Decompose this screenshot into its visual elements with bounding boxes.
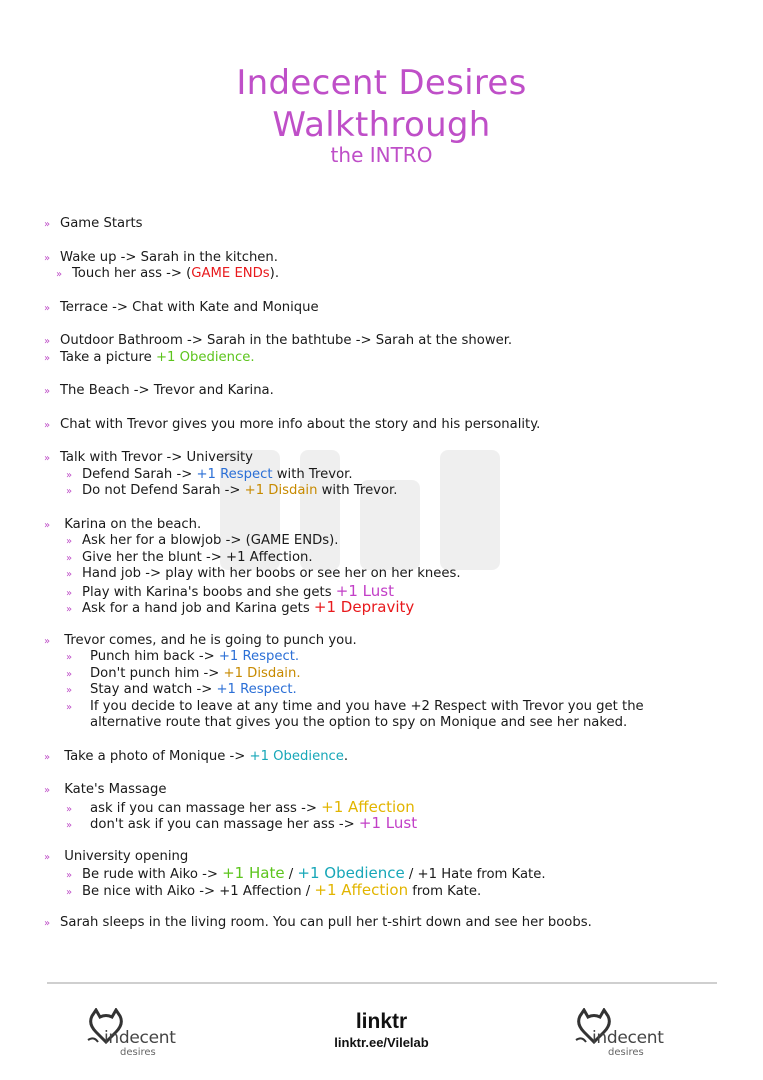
list-item: » Take a photo of Monique -> +1 Obedience. [44, 749, 734, 766]
list-item: » ask if you can massage her ass -> +1 Affection [44, 799, 734, 816]
list-item: » Punch him back -> +1 Respect. [44, 649, 734, 666]
bullet-icon: » [44, 336, 50, 347]
bullet-icon: » [56, 269, 62, 280]
list-item: » Sarah sleeps in the living room. You can pull her t-shirt down and see her boobs. [44, 915, 734, 932]
linktr-title: linktr [355, 1010, 408, 1033]
bullet-icon: » [44, 918, 50, 929]
list-item: » Defend Sarah -> +1 Respect with Trevor. [44, 467, 734, 484]
page-title-line2: Walkthrough [272, 105, 491, 145]
walkthrough-list [44, 216, 734, 949]
section-university-opening [44, 849, 734, 899]
depravity-label: +1 Depravity [313, 598, 415, 616]
bullet-icon: » [44, 453, 50, 464]
affection-label: +1 Affection [314, 880, 409, 899]
section-game-starts [44, 216, 734, 233]
bullet-icon: » [66, 587, 72, 599]
linktr-url-link[interactable]: linktr.ee/Vilelab [334, 1035, 429, 1050]
bullet-icon: » [66, 685, 72, 696]
bullet-icon: » [44, 386, 50, 397]
section-beach [44, 383, 734, 400]
indecent-desires-logo: indecent desires [574, 1004, 694, 1062]
obedience-label: +1 Obedience [297, 864, 405, 882]
respect-label: +1 Respect. [218, 649, 300, 664]
footer-divider [47, 982, 717, 984]
bullet-icon: » [44, 851, 50, 863]
page-header [0, 62, 763, 166]
list-item: » don't ask if you can massage her ass -> +1 Lust [44, 815, 734, 832]
affection-label: +1 Affection [321, 797, 415, 816]
bullet-icon: » [66, 536, 72, 547]
section-outdoor-bathroom [44, 333, 734, 366]
bullet-icon: » [44, 302, 50, 314]
bullet-icon: » [66, 668, 72, 680]
bullet-icon: » [66, 870, 72, 881]
section-talk-trevor [44, 450, 734, 500]
bullet-icon: » [44, 252, 50, 264]
list-item: » Take a picture +1 Obedience. [44, 350, 734, 367]
section-trevor-punch [44, 633, 734, 732]
bullet-icon: » [66, 569, 72, 580]
bullet-icon: » [66, 820, 72, 831]
section-karina-beach [44, 517, 734, 616]
list-item: » Play with Karina's boobs and she gets +1 Lust [44, 583, 734, 600]
list-item: » Wake up -> Sarah in the kitchen. [44, 250, 734, 267]
list-item: » Trevor comes, and he is going to punch you. [44, 633, 734, 650]
list-item: » Be nice with Aiko -> +1 Affection / +1 Affection from Kate. [44, 882, 734, 899]
list-item: » University opening [44, 849, 734, 866]
bullet-icon: » [66, 886, 72, 898]
list-item: » If you decide to leave at any time and you have +2 Respect with Trevor you get the [44, 699, 734, 716]
bullet-icon: » [66, 701, 72, 713]
lust-label: +1 Lust [335, 581, 394, 600]
bullet-icon: » [44, 785, 50, 796]
section-photo-monique [44, 749, 734, 766]
list-item: » Game Starts [44, 216, 734, 233]
disdain-label: +1 Disdain [244, 483, 318, 498]
bullet-icon: » [66, 652, 72, 663]
respect-label: +1 Respect [196, 466, 273, 482]
bullet-icon: » [44, 419, 50, 431]
bullet-icon: » [44, 751, 50, 763]
list-item: » Touch her ass -> (GAME ENDs). [44, 266, 734, 283]
bullet-icon: » [66, 803, 72, 815]
list-item: » Outdoor Bathroom -> Sarah in the bathtube -> Sarah at the shower. [44, 333, 734, 350]
hate-label: +1 Hate [222, 864, 285, 882]
list-item: » Do not Defend Sarah -> +1 Disdain with Trevor. [44, 483, 734, 500]
indecent-desires-logo: indecent desires [86, 1004, 206, 1062]
bullet-icon: » [44, 352, 50, 364]
obedience-label: +1 Obedience [249, 748, 344, 764]
bullet-icon: » [66, 604, 72, 615]
section-sarah-sleeps [44, 915, 734, 932]
list-item: » Be rude with Aiko -> +1 Hate / +1 Obedience / +1 Hate from Kate. [44, 865, 734, 882]
bullet-icon: » [44, 219, 50, 230]
list-item: » Chat with Trevor gives you more info about the story and his personality. [44, 417, 734, 434]
section-kate-massage [44, 782, 734, 832]
page-footer [0, 1004, 763, 1064]
list-item: » The Beach -> Trevor and Karina. [44, 383, 734, 400]
list-item: » Stay and watch -> +1 Respect. [44, 682, 734, 699]
list-item: » Kate's Massage [44, 782, 734, 799]
list-item: » Hand job -> play with her boobs or see her on her knees. [44, 566, 734, 583]
obedience-label: +1 Obedience. [155, 349, 255, 365]
section-terrace [44, 300, 734, 317]
list-item-continued: alternative route that gives you the option to spy on Monique and see her naked. [90, 715, 628, 730]
list-item: » Talk with Trevor -> University [44, 450, 734, 467]
section-chat-trevor [44, 417, 734, 434]
bullet-icon: » [66, 486, 72, 497]
bullet-icon: » [44, 635, 50, 647]
bullet-icon: » [66, 552, 72, 564]
game-ends-label: GAME ENDs [191, 266, 270, 281]
page-subtitle: the INTRO [330, 143, 433, 167]
respect-label: +1 Respect. [216, 682, 297, 697]
bullet-icon: » [66, 469, 72, 481]
bullet-icon: » [44, 519, 50, 531]
list-item: » Ask for a hand job and Karina gets +1 Depravity [44, 599, 734, 616]
list-item: » Give her the blunt -> +1 Affection. [44, 550, 734, 567]
list-item: » Don't punch him -> +1 Disdain. [44, 666, 734, 683]
section-wake-up [44, 250, 734, 283]
disdain-label: +1 Disdain. [223, 665, 301, 681]
page-title-line1: Indecent Desires [236, 63, 527, 103]
list-item: » Ask her for a blowjob -> (GAME ENDs). [44, 533, 734, 550]
list-item: » Terrace -> Chat with Kate and Monique [44, 300, 734, 317]
lust-label: +1 Lust [358, 814, 418, 832]
list-item: » Karina on the beach. [44, 517, 734, 534]
